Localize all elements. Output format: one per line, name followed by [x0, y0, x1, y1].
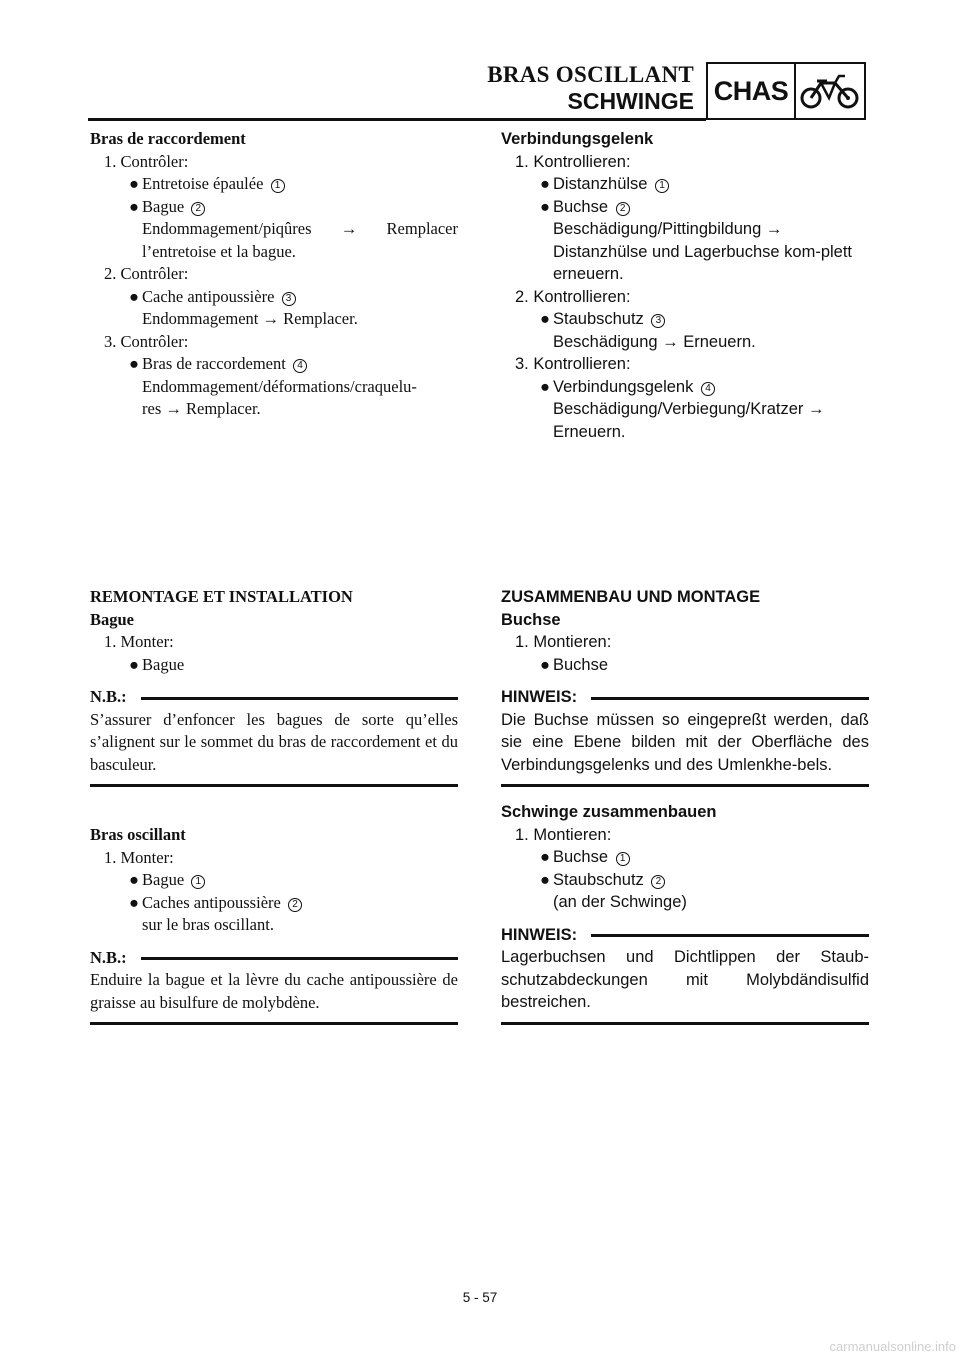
- list-item: ● Staubschutz 3: [501, 308, 869, 331]
- de-item2b-desc: (an der Schwinge): [553, 893, 687, 911]
- header-title-de: SCHWINGE: [567, 88, 694, 114]
- list-item: ● Distanzhülse 1: [501, 173, 869, 196]
- fr-item2b-desc: sur le bras oscillant.: [142, 915, 274, 934]
- de-note-2: [501, 924, 869, 1025]
- section-label: CHAS: [708, 64, 796, 118]
- fr-step-3: 3. Contrôler:: [104, 331, 189, 351]
- fr-heading-raccordement: Bras de raccordement: [90, 129, 246, 148]
- fr-note-1: [90, 686, 458, 787]
- section-badge: [706, 62, 866, 120]
- list-item: ● Buchse 1: [501, 846, 869, 869]
- fr-step-2: 2. Contrôler:: [104, 264, 189, 283]
- de-step-3: 3. Kontrollieren:: [515, 355, 631, 373]
- list-item: ● Bras de raccordement 4: [90, 353, 458, 376]
- de-note-1: [501, 686, 869, 787]
- fr-step-1b: 1. Monter:: [104, 847, 174, 867]
- list-item: ● Verbindungsgelenk 4: [501, 376, 869, 399]
- watermark: carmanualsonline.info: [829, 1339, 956, 1354]
- note-label: N.B.:: [90, 687, 127, 706]
- fr-section-assembly: [90, 586, 458, 1025]
- note-label: HINWEIS:: [501, 688, 578, 706]
- list-item: ● Staubschutz 2: [501, 869, 869, 892]
- list-item: ● Buchse: [540, 655, 609, 674]
- list-item: ● Bague 2: [90, 196, 458, 219]
- de-heading-buchse: Buchse: [501, 610, 561, 629]
- list-item: ● Entretoise épaulée 1: [90, 173, 458, 196]
- list-item: ● Buchse 2: [501, 196, 869, 219]
- de-item4-desc: Beschädigung/Verbiegung/Kratzer → Erneuern.: [553, 400, 825, 441]
- note-text: S’assurer d’enfoncer les bagues de sorte qu’elles s’alignent sur le sommet du bras de raccordement et du basculeur.: [90, 709, 458, 774]
- header-title-fr: BRAS OSCILLANT: [487, 62, 694, 87]
- de-item3-desc: Beschädigung → Erneuern.: [553, 332, 756, 351]
- fr-heading-bague: Bague: [90, 609, 135, 629]
- de-step-2: 2. Kontrollieren:: [515, 287, 631, 306]
- list-item: ● Bague 1: [90, 869, 458, 892]
- list-item: ● Cache antipoussière 3: [90, 286, 458, 309]
- fr-item2-desc: Endommagement/piqûres → Remplacer l’entretoise et la bague.: [142, 219, 458, 261]
- list-item: ● Bague: [129, 654, 185, 674]
- de-step-1: 1. Montieren:: [515, 633, 612, 651]
- note-label: HINWEIS:: [501, 925, 578, 944]
- de-section-assembly: [501, 586, 869, 1025]
- fr-note-2: [90, 947, 458, 1026]
- note-text: Lagerbuchsen und Dichtlippen der Staub-schutzabdeckungen mit Molybdändisulfid bestreichen.: [501, 948, 869, 1011]
- fr-item4-desc: Endommagement/déformations/craquelu-res → Remplacer.: [142, 376, 417, 418]
- list-item: ● Caches antipoussière 2: [90, 892, 458, 915]
- fr-item3-desc: Endommagement → Remplacer.: [142, 309, 358, 328]
- de-section-title: ZUSAMMENBAU UND MONTAGE: [501, 588, 761, 606]
- de-heading-schwinge: Schwinge zusammenbauen: [501, 803, 717, 821]
- de-item2-desc: Beschädigung/Pittingbildung → Distanzhülse und Lagerbuchse kom-plett erneuern.: [553, 220, 853, 283]
- fr-section-inspection: [90, 128, 458, 421]
- header-rule: [88, 118, 706, 121]
- fr-step-1: 1. Contrôler:: [104, 151, 189, 171]
- de-step-1: 1. Kontrollieren:: [515, 152, 631, 171]
- fr-section-title: REMONTAGE ET INSTALLATION: [90, 587, 353, 606]
- note-text: Die Buchse müssen so eingepreßt werden, daß sie eine Ebene bilden mit der Oberfläche des Verbindungsgelenks und des Umlenkhe-bels.: [501, 710, 869, 774]
- note-text: Enduire la bague et la lèvre du cache antipoussière de graisse au bisulfure de molybdène.: [90, 970, 458, 1012]
- note-label: N.B.:: [90, 947, 127, 967]
- fr-step-1: 1. Monter:: [104, 632, 174, 651]
- motorcycle-icon: [796, 64, 864, 118]
- page-number: 5 - 57: [462, 1290, 498, 1305]
- fr-heading-bras-oscillant: Bras oscillant: [90, 825, 186, 844]
- de-heading-verbindungsgelenk: Verbindungsgelenk: [501, 130, 654, 148]
- de-section-inspection: [501, 128, 869, 443]
- de-step-1b: 1. Montieren:: [515, 825, 612, 844]
